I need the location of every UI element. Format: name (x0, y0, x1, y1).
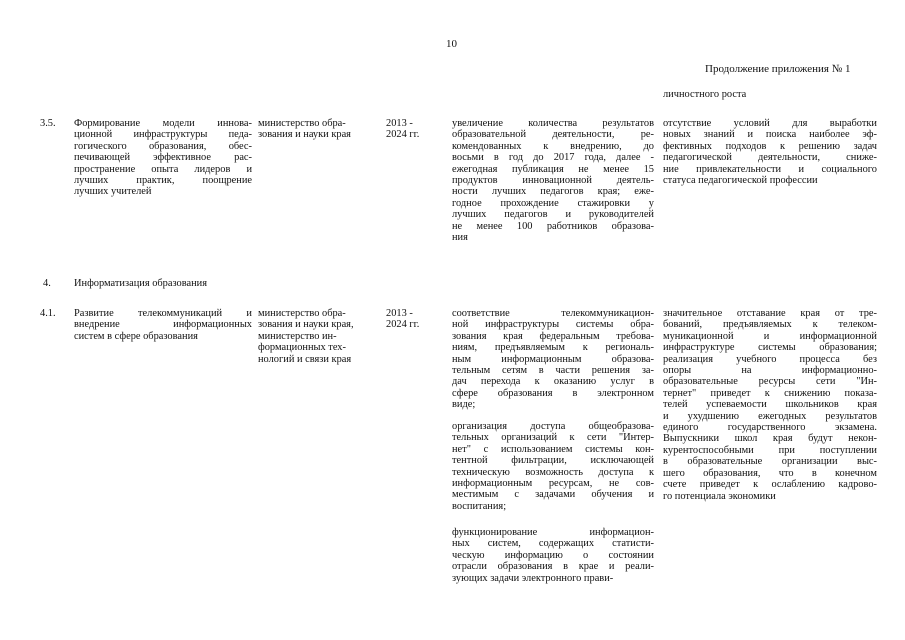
text-line: муникационной и информационной (663, 330, 877, 342)
text-line: систем в сфере образования (74, 330, 198, 342)
text-line: ние привлекательности и социального (663, 163, 877, 175)
responsible-party (258, 118, 380, 141)
carryover-text: личностного роста (663, 89, 747, 100)
text-line: техническую возможность доступа к (452, 466, 654, 478)
text-line: Формирование модели иннова- (74, 118, 252, 129)
text-line: ния (452, 232, 468, 244)
text-line: нет" с использованием системы кон- (452, 443, 654, 455)
text-line: ным информационным образова- (452, 353, 654, 365)
text-line: опоры на информационно- (663, 365, 877, 377)
text-line: дач перехода к оказанию услуг в (452, 376, 654, 388)
text-line: счете приведет к ослаблению кадрово- (663, 479, 877, 491)
section-title: Информатизация образования (74, 278, 208, 289)
period (386, 308, 444, 331)
text-line: шего образования, что в конечном (663, 467, 877, 479)
text-line: телей успеваемости школьников края (663, 399, 877, 411)
text-line: 2024 гг. (386, 319, 420, 331)
text-line: статуса педагогической профессии (663, 175, 818, 187)
text-line: зования и науки края (258, 129, 351, 141)
text-line: лучших практик, поощрение (74, 175, 252, 187)
text-line: воспитания; (452, 500, 507, 512)
text-line: ной инфраструктуры системы обра- (452, 319, 654, 331)
text-line: соответствие телекоммуникацион- (452, 308, 654, 319)
text-line: не менее 100 работников образова- (452, 220, 654, 232)
text-line: организация доступа общеобразова- (452, 421, 654, 432)
text-line: в образовательные организации выс- (663, 456, 877, 468)
text-line: отрасли образования в крае и реали- (452, 561, 654, 573)
text-line: зующих задачи электронного прави- (452, 572, 614, 584)
text-line: значительное отставание края от тре- (663, 308, 877, 319)
row-number: 4.1. (40, 308, 56, 319)
text-line: новых знаний и поиска наиболее эф- (663, 129, 877, 141)
text-line: информационным ресурсам, не сов- (452, 478, 654, 490)
text-line: 2024 гг. (386, 129, 420, 141)
section-number: 4. (43, 278, 51, 289)
text-line: педагогической деятельности, сниже- (663, 152, 877, 164)
text-line: бований, предъявляемых к телеком- (663, 319, 877, 331)
text-line: отсутствие условий для выработки (663, 118, 877, 129)
expected-result-a (452, 308, 654, 411)
text-line: виде; (452, 399, 476, 411)
measure-name (74, 308, 252, 342)
expected-result-c (452, 527, 654, 584)
text-line: образовательной деятельности, ре- (452, 129, 654, 141)
page-number: 10 (446, 38, 457, 50)
text-line: курентоспособными при поступлении (663, 444, 877, 456)
text-line: функционирование информацион- (452, 527, 654, 538)
text-line: единого государственного экзамена. (663, 422, 877, 434)
expected-result (452, 118, 654, 243)
text-line: формационных тех- (258, 342, 346, 354)
text-line: тельных организаций к сети "Интер- (452, 432, 654, 444)
measure-name (74, 118, 252, 198)
text-line: внедрение информационных (74, 319, 252, 331)
risk-consequence (663, 308, 877, 502)
text-line: образовательные ресурсы сети "Ин- (663, 376, 877, 388)
text-line: комендованных к внедрению, до (452, 140, 654, 152)
text-line: ности лучших педагогов края; еже- (452, 186, 654, 198)
text-line: продуктов инновационной деятель- (452, 175, 654, 187)
text-line: го потенциала экономики (663, 490, 776, 502)
text-line: ционной инфраструктуры педа- (74, 129, 252, 141)
responsible-party (258, 308, 380, 365)
text-line: ческую информацию о состоянии (452, 549, 654, 561)
text-line: Выпускники школ края будут некон- (663, 433, 877, 445)
continuation-header: Продолжение приложения № 1 (705, 63, 851, 75)
text-line: ниям, предъявляемым к региональ- (452, 342, 654, 354)
text-line: инфраструктуре системы образования; (663, 342, 877, 354)
text-line: зования и науки края, (258, 319, 354, 331)
text-line: фективных подходов к решению задач (663, 140, 877, 152)
text-line: местимым с задачами обучения и (452, 489, 654, 501)
text-line: и ухудшению ежегодных результатов (663, 410, 877, 422)
text-line: реализация учебного процесса без (663, 353, 877, 365)
text-line: 2013 - (386, 118, 413, 129)
text-line: лучших педагогов и руководителей (452, 209, 654, 221)
text-line: восьми в год до 2017 года, далее - (452, 152, 654, 164)
text-line: министерство обра- (258, 118, 346, 129)
text-line: 2013 - (386, 308, 413, 319)
text-line: тернет" приведет к снижению показа- (663, 387, 877, 399)
expected-result-b (452, 421, 654, 512)
text-line: годное прохождение стажировки у (452, 197, 654, 209)
text-line: лучших учителей (74, 186, 152, 198)
text-line: министерство ин- (258, 330, 337, 342)
text-line: сфере образования в электронном (452, 387, 654, 399)
text-line: зования края федеральным требова- (452, 330, 654, 342)
text-line: гогического образования, обес- (74, 140, 252, 152)
text-line: министерство обра- (258, 308, 346, 319)
text-line: нологий и связи края (258, 353, 352, 365)
text-line: тельным сетям в части решения за- (452, 365, 654, 377)
period (386, 118, 444, 141)
text-line: увеличение количества результатов (452, 118, 654, 129)
text-line: пространение опыта лидеров и (74, 163, 252, 175)
risk-consequence (663, 118, 877, 186)
text-line: печивающей эффективное рас- (74, 152, 252, 164)
text-line: ежегодная публикация не менее 15 (452, 163, 654, 175)
text-line: ных систем, содержащих статисти- (452, 538, 654, 550)
text-line: Развитие телекоммуникаций и (74, 308, 252, 319)
text-line: тентной фильтрации, исключающей (452, 455, 654, 467)
row-number: 3.5. (40, 118, 56, 129)
